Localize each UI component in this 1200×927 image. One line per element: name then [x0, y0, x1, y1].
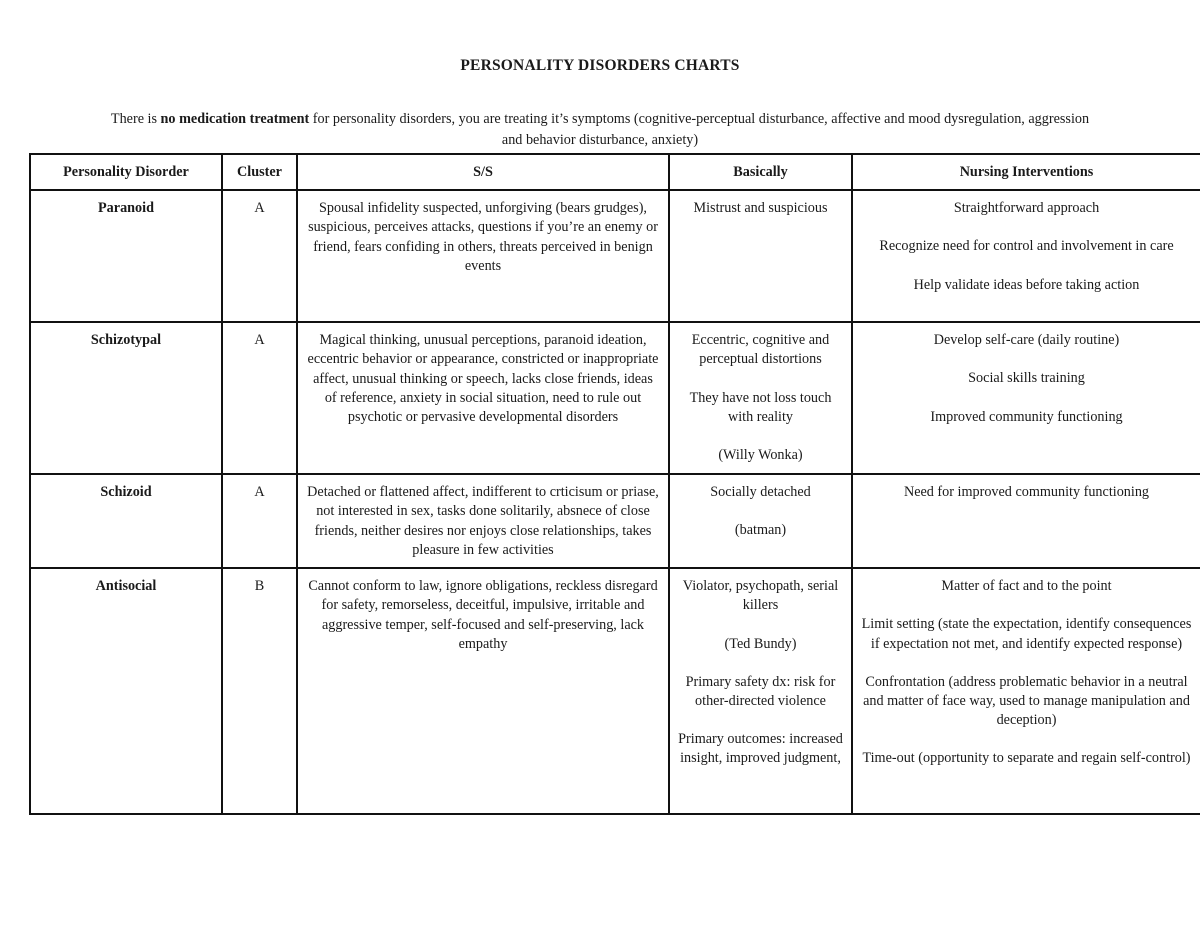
header-cluster: Cluster — [222, 154, 297, 190]
cluster-cell: A — [222, 190, 297, 322]
basically-cell — [669, 322, 852, 474]
interventions-cell — [852, 322, 1200, 474]
basically-text: Violator, psychopath, serial killers — [682, 578, 839, 614]
basically-text: Primary safety dx: risk for other-directed violence — [685, 673, 836, 710]
cluster-cell: B — [222, 568, 297, 814]
basically-text: (batman) — [734, 522, 787, 539]
intervention-text: Help validate ideas before taking action — [913, 276, 1140, 293]
intro-prefix: There is — [110, 111, 161, 127]
intervention-text: Limit setting (state the expectation, identify consequences if expectation not met, and identify expected response) — [861, 616, 1192, 652]
intro-bold: no medication treatment — [160, 111, 310, 127]
intervention-text: Social skills training — [968, 370, 1085, 387]
cluster-cell: A — [222, 474, 297, 568]
basically-cell — [669, 474, 852, 568]
basically-text: (Willy Wonka) — [718, 447, 803, 464]
interventions-cell — [852, 190, 1200, 322]
disorders-table — [29, 153, 1200, 815]
table-header-row — [30, 154, 1200, 190]
disorder-cell: Antisocial — [30, 568, 222, 814]
cluster-cell: A — [222, 322, 297, 474]
table-row — [30, 568, 1200, 814]
ss-cell: Cannot conform to law, ignore obligations, reckless disregard for safety, remorseless, deceitful, impulsive, irritable and aggressive temper, self-focused and self-preserving, lack empathy — [297, 568, 669, 814]
ss-cell: Magical thinking, unusual perceptions, paranoid ideation, eccentric behavior or appearance, constricted or inappropriate affect, unusual thinking or speech, lacks close friends, ideas of reference, anxiety in social situation, need to rule out psychotic or pervasive developmental disorders — [297, 322, 669, 474]
interventions-cell — [852, 568, 1200, 814]
basically-text: They have not loss touch with reality — [689, 389, 832, 425]
header-disorder: Personality Disorder — [30, 154, 222, 190]
header-ss: S/S — [297, 154, 669, 190]
intervention-text: Straightforward approach — [953, 200, 1100, 217]
intervention-text: Matter of fact and to the point — [941, 578, 1112, 595]
intervention-text: Develop self-care (daily routine) — [933, 332, 1120, 349]
intervention-text: Improved community functioning — [930, 408, 1123, 425]
basically-cell — [669, 568, 852, 814]
intervention-text: Need for improved community functioning — [903, 484, 1150, 501]
disorder-cell: Paranoid — [30, 190, 222, 322]
basically-text: Socially detached — [710, 484, 811, 501]
intro-suffix: for personality disorders, you are treating it’s symptoms (cognitive-perceptual disturbance, affective and mood dysregulation, aggression and behavior disturbance, anxiety) — [309, 111, 1090, 148]
intervention-text: Time-out (opportunity to separate and regain self-control) — [862, 750, 1191, 767]
basically-cell — [669, 190, 852, 322]
page-title: PERSONALITY DISORDERS CHARTS — [460, 57, 740, 74]
basically-text: Mistrust and suspicious — [693, 200, 828, 217]
ss-cell: Detached or flattened affect, indifferent to crticisum or priase, not interested in sex, tasks done solitarily, absnece of close friends, neither desires nor enjoys close relationships, takes pleasure in few activities — [297, 474, 669, 568]
interventions-cell — [852, 474, 1200, 568]
header-basically: Basically — [669, 154, 852, 190]
basically-text: Eccentric, cognitive and perceptual distortions — [691, 332, 830, 368]
table-row — [30, 190, 1200, 322]
basically-text: Primary outcomes: increased insight, improved judgment, — [678, 731, 843, 767]
header-interventions: Nursing Interventions — [852, 154, 1200, 190]
basically-text: (Ted Bundy) — [724, 635, 797, 652]
disorder-cell: Schizoid — [30, 474, 222, 568]
ss-cell: Spousal infidelity suspected, unforgiving (bears grudges), suspicious, perceives attacks, questions if you’re an enemy or friend, fears confiding in others, threats perceived in benign events — [297, 190, 669, 322]
intervention-text: Recognize need for control and involvement in care — [879, 238, 1174, 255]
intervention-text: Confrontation (address problematic behavior in a neutral and matter of face way, used to manage manipulation and deception) — [863, 673, 1190, 729]
table-row — [30, 322, 1200, 474]
table-row — [30, 474, 1200, 568]
intro-paragraph — [100, 109, 1100, 151]
disorder-cell: Schizotypal — [30, 322, 222, 474]
